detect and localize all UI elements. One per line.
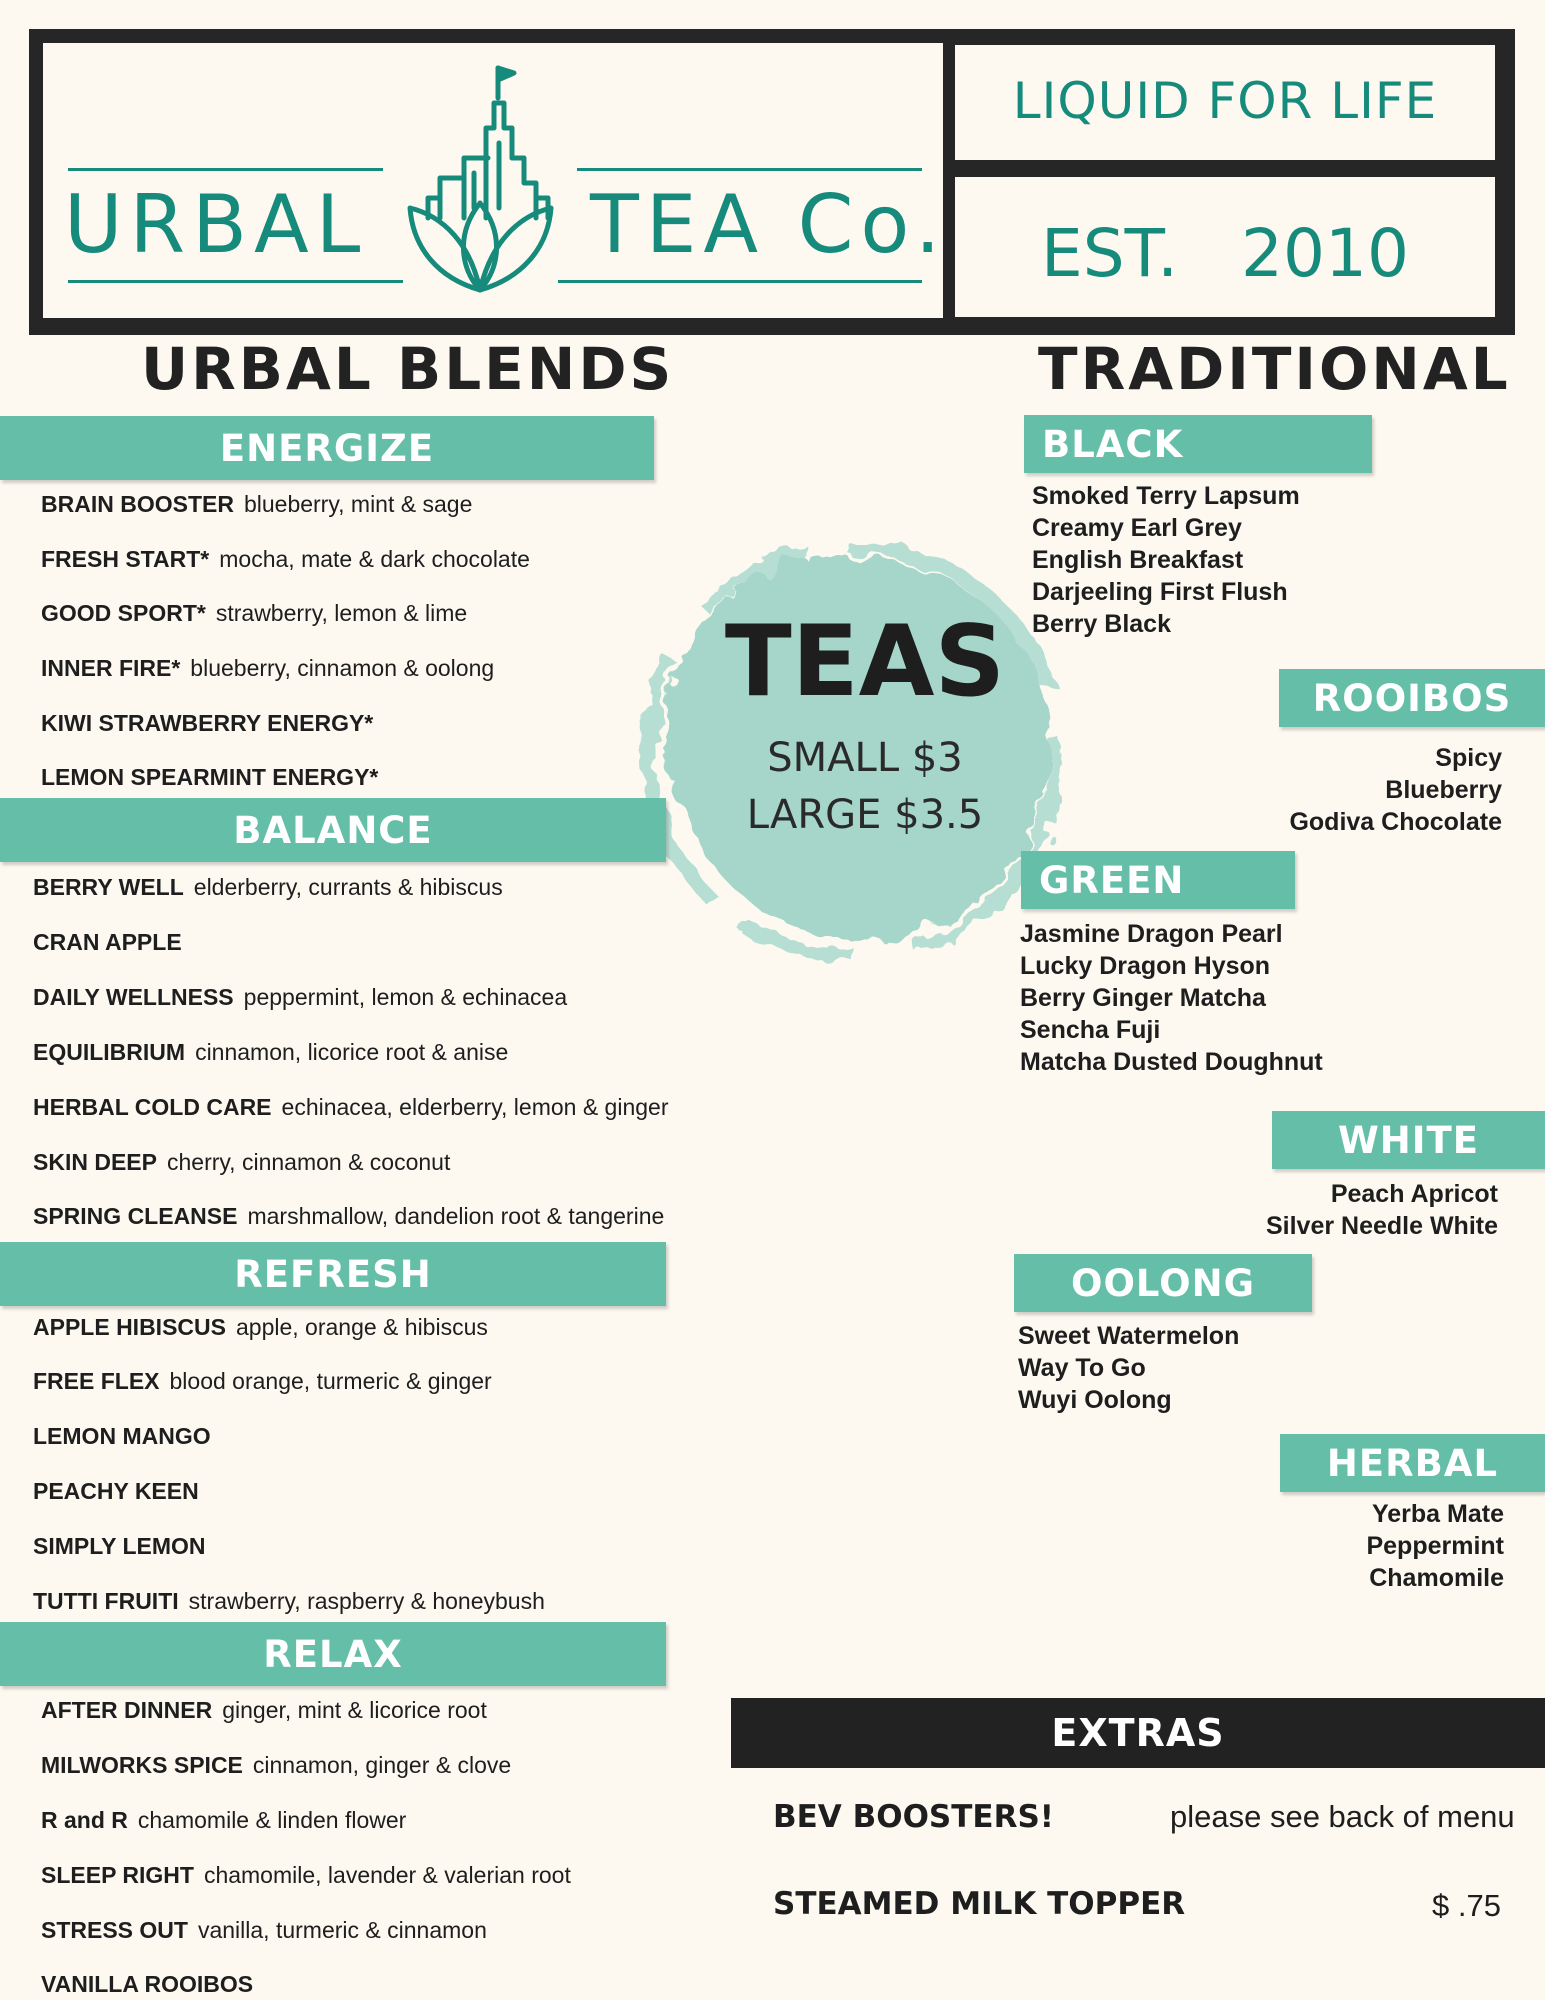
list-item: Spicy [1435, 744, 1502, 772]
list-item: SPRING CLEANSE marshmallow, dandelion root & tangerine [33, 1203, 665, 1229]
list-item: Darjeeling First Flush [1032, 578, 1288, 606]
extra-bev-boosters: BEV BOOSTERS! [773, 1799, 1054, 1835]
list-item: SIMPLY LEMON [33, 1533, 206, 1559]
list-item: Jasmine Dragon Pearl [1020, 920, 1283, 948]
extras-bar: EXTRAS [731, 1698, 1545, 1768]
list-item: AFTER DINNER ginger, mint & licorice root [41, 1697, 487, 1723]
section-bar-green: GREEN [1021, 851, 1295, 909]
list-item: Blueberry [1385, 776, 1502, 804]
white-tea-list [1200, 1178, 1498, 1242]
list-item: Sweet Watermelon [1018, 1322, 1240, 1350]
urbal-blends-heading: URBAL BLENDS [141, 335, 675, 403]
list-item: DAILY WELLNESS peppermint, lemon & echinacea [33, 984, 568, 1010]
city-leaf-logo-icon [398, 58, 563, 294]
section-bar-refresh: REFRESH [0, 1242, 666, 1306]
list-item: HERBAL COLD CARE echinacea, elderberry, lemon & ginger [33, 1094, 669, 1120]
extra-steamed-milk: STEAMED MILK TOPPER [773, 1886, 1186, 1922]
list-item: Yerba Mate [1371, 1500, 1504, 1528]
section-bar-oolong: OOLONG [1014, 1254, 1312, 1312]
list-item: Way To Go [1018, 1354, 1146, 1382]
list-item: GOOD SPORT* strawberry, lemon & lime [41, 600, 468, 626]
oolong-tea-list [1018, 1320, 1239, 1416]
list-item: Peach Apricot [1330, 1180, 1498, 1208]
section-bar-energize: ENERGIZE [0, 416, 654, 480]
list-item: MILWORKS SPICE cinnamon, ginger & clove [41, 1752, 512, 1778]
list-item: Matcha Dusted Doughnut [1020, 1048, 1323, 1076]
tagline: LIQUID FOR LIFE [1012, 72, 1438, 130]
list-item: KIWI STRAWBERRY ENERGY* [41, 710, 374, 736]
green-tea-list [1020, 918, 1323, 1078]
list-item: CRAN APPLE [33, 929, 182, 955]
list-item: Chamomile [1369, 1564, 1504, 1592]
traditional-heading: TRADITIONAL [1038, 335, 1511, 403]
list-item: English Breakfast [1032, 546, 1244, 574]
herbal-tea-list [1200, 1498, 1504, 1594]
list-item: BRAIN BOOSTER blueberry, mint & sage [41, 491, 473, 517]
list-item: LEMON SPEARMINT ENERGY* [41, 764, 379, 790]
list-item: EQUILIBRIUM cinnamon, licorice root & anise [33, 1039, 509, 1065]
section-bar-black: BLACK [1024, 415, 1372, 473]
section-bar-white: WHITE [1272, 1111, 1545, 1169]
list-item: Peppermint [1366, 1532, 1504, 1560]
list-item: INNER FIRE* blueberry, cinnamon & oolong [41, 655, 495, 681]
list-item: STRESS OUT vanilla, turmeric & cinnamon [41, 1917, 487, 1943]
price-small: SMALL $3 [767, 735, 963, 781]
price-large: LARGE $3.5 [746, 792, 984, 838]
list-item: BERRY WELL elderberry, currants & hibiscus [33, 874, 503, 900]
extra-bev-boosters-note: please see back of menu [1170, 1799, 1515, 1834]
list-item: Lucky Dragon Hyson [1020, 952, 1271, 980]
list-item: Silver Needle White [1265, 1212, 1498, 1240]
section-bar-rooibos: ROOIBOS [1279, 669, 1545, 727]
black-tea-list [1032, 480, 1300, 640]
section-bar-relax: RELAX [0, 1622, 666, 1686]
list-item: Smoked Terry Lapsum [1032, 482, 1300, 510]
brand-name-left: URBAL [64, 178, 368, 271]
list-item: Creamy Earl Grey [1032, 514, 1242, 542]
established-year: EST. 2010 [1041, 215, 1409, 292]
list-item: PEACHY KEEN [33, 1478, 199, 1504]
section-bar-balance: BALANCE [0, 798, 666, 862]
logo-rule-right-bottom [558, 280, 922, 283]
list-item: LEMON MANGO [33, 1423, 211, 1449]
list-item: FREE FLEX blood orange, turmeric & ginger [33, 1368, 492, 1394]
extra-steamed-milk-price: $ .75 [1432, 1888, 1501, 1923]
logo-rule-left-bottom [68, 280, 403, 283]
teas-title: TEAS [724, 605, 1006, 719]
list-item: TUTTI FRUITI strawberry, raspberry & honeybush [33, 1588, 545, 1614]
list-item: APPLE HIBISCUS apple, orange & hibiscus [33, 1314, 488, 1340]
list-item: Wuyi Oolong [1018, 1386, 1172, 1414]
rooibos-tea-list [1200, 742, 1502, 838]
section-bar-herbal: HERBAL [1280, 1434, 1545, 1492]
list-item: R and R chamomile & linden flower [41, 1807, 407, 1833]
logo-rule-left-top [68, 168, 383, 171]
list-item: SKIN DEEP cherry, cinnamon & coconut [33, 1149, 451, 1175]
list-item: Berry Ginger Matcha [1020, 984, 1266, 1012]
list-item: Godiva Chocolate [1289, 808, 1502, 836]
list-item: FRESH START* mocha, mate & dark chocolate [41, 546, 530, 572]
list-item: SLEEP RIGHT chamomile, lavender & valerian root [41, 1862, 571, 1888]
list-item: Berry Black [1032, 610, 1171, 638]
logo-rule-right-top [577, 168, 922, 171]
brand-name-right: TEA Co. [590, 178, 948, 271]
list-item: Sencha Fuji [1020, 1016, 1161, 1044]
list-item: VANILLA ROOIBOS [41, 1971, 254, 1997]
